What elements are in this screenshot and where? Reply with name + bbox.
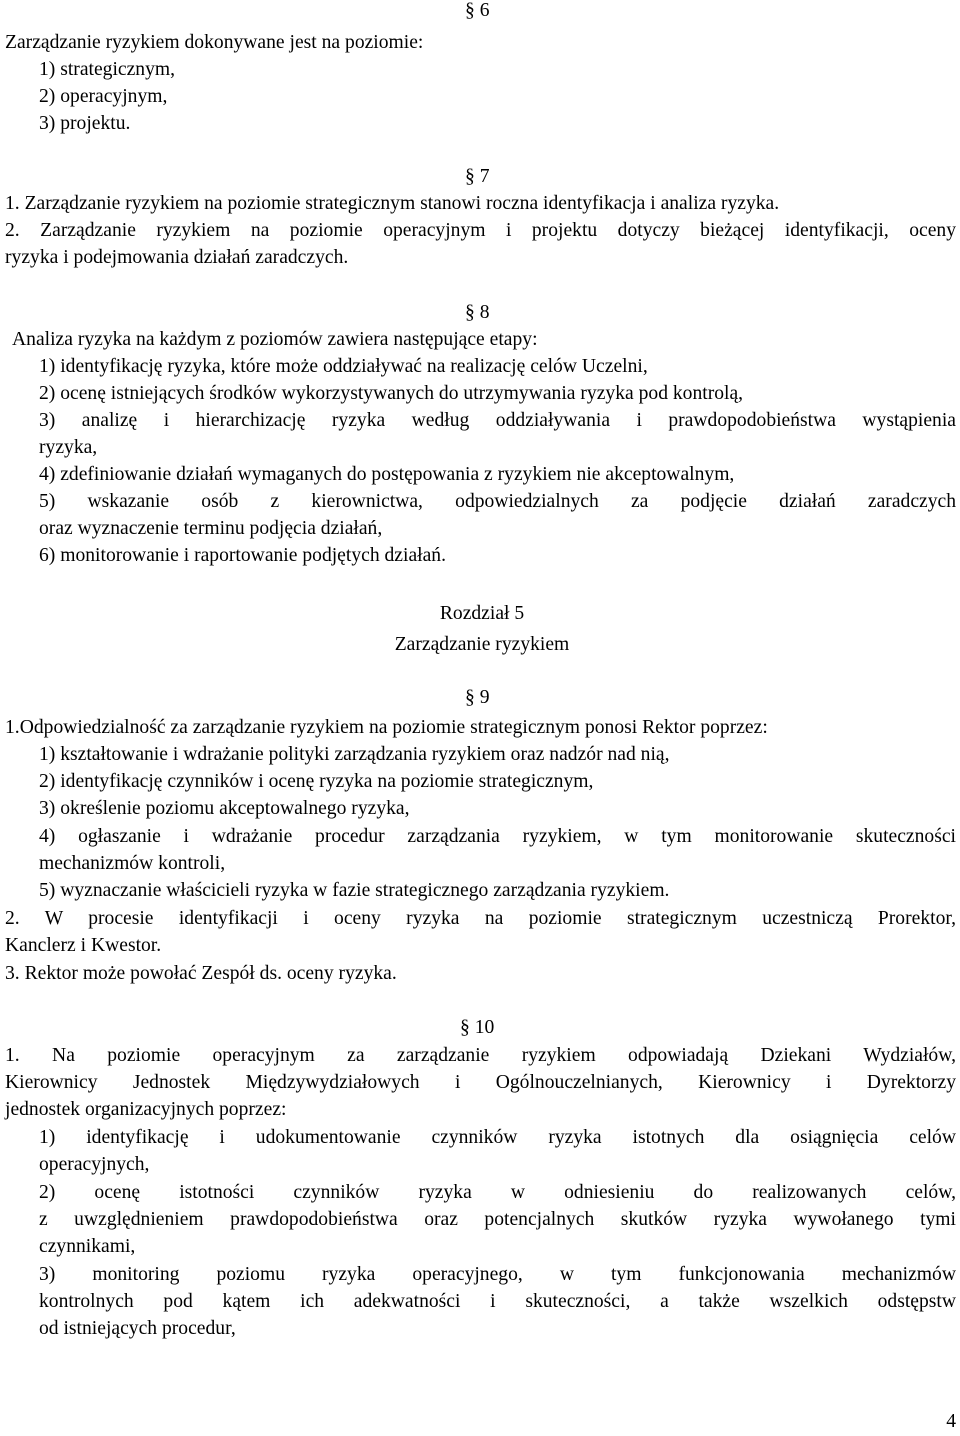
paragraph: 1. Zarządzanie ryzykiem na poziomie strategicznym stanowi roczna identyfikacja i analiza ryzyka. — [5, 193, 780, 214]
list-item: 3) analizę i hierarchizację ryzyka według oddziaływania i prawdopodobieństwa wystąpienia — [39, 410, 956, 431]
paragraph: Analiza ryzyka na każdym z poziomów zawiera następujące etapy: — [12, 329, 538, 350]
paragraph: ryzyka i podejmowania działań zaradczych. — [5, 247, 349, 268]
paragraph: 2. Zarządzanie ryzykiem na poziomie operacyjnym i projektu dotyczy bieżącej identyfikacji, oceny — [5, 220, 956, 241]
list-item: 1) identyfikację ryzyka, które może oddziaływać na realizację celów Uczelni, — [39, 356, 648, 377]
list-item: 4) zdefiniowanie działań wymaganych do postępowania z ryzykiem nie akceptowalnym, — [39, 464, 735, 485]
paragraph: 1.Odpowiedzialność za zarządzanie ryzykiem na poziomie strategicznym ponosi Rektor poprzez: — [5, 717, 768, 738]
list-item: kontrolnych pod kątem ich adekwatności i skuteczności, a także wszelkich odstępstw — [39, 1291, 956, 1312]
paragraph: 2. W procesie identyfikacji i oceny ryzyka na poziomie strategicznym uczestniczą Prorektor, — [5, 908, 956, 929]
paragraph: 3. Rektor może powołać Zespół ds. oceny ryzyka. — [5, 963, 397, 984]
list-item: czynnikami, — [39, 1236, 136, 1257]
list-item: 1) kształtowanie i wdrażanie polityki zarządzania ryzykiem oraz nadzór nad nią, — [39, 744, 670, 765]
list-item: oraz wyznaczenie terminu podjęcia działań, — [39, 518, 383, 539]
list-item: 6) monitorowanie i raportowanie podjętych działań. — [39, 545, 446, 566]
list-item: od istniejących procedur, — [39, 1318, 236, 1339]
chapter-number: Rozdział 5 — [439, 603, 525, 624]
paragraph: Kierownicy Jednostek Międzywydziałowych i Ogólnouczelnianych, Kierownicy i Dyrektorzy — [5, 1072, 956, 1093]
section-10-heading: § 10 — [460, 1017, 495, 1038]
paragraph: Zarządzanie ryzykiem dokonywane jest na poziomie: — [5, 32, 424, 53]
list-item: operacyjnych, — [39, 1154, 150, 1175]
list-item: 1) identyfikację i udokumentowanie czynników ryzyka istotnych dla osiągnięcia celów — [39, 1127, 956, 1148]
list-item: 3) określenie poziomu akceptowalnego ryzyka, — [39, 798, 410, 819]
section-8-heading: § 8 — [465, 302, 490, 323]
list-item: ryzyka, — [39, 437, 98, 458]
list-item: 2) identyfikację czynników i ocenę ryzyka na poziomie strategicznym, — [39, 771, 594, 792]
section-9-heading: § 9 — [465, 687, 490, 708]
list-item: mechanizmów kontroli, — [39, 853, 226, 874]
list-item: 1) strategicznym, — [39, 59, 176, 80]
paragraph: 1. Na poziomie operacyjnym za zarządzanie ryzykiem odpowiadają Dziekani Wydziałów, — [5, 1045, 956, 1066]
paragraph: jednostek organizacyjnych poprzez: — [5, 1099, 287, 1120]
list-item: 2) ocenę istotności czynników ryzyka w odniesieniu do realizowanych celów, — [39, 1182, 956, 1203]
list-item: 4) ogłaszanie i wdrażanie procedur zarządzania ryzykiem, w tym monitorowanie skuteczności — [39, 826, 956, 847]
list-item: 3) monitoring poziomu ryzyka operacyjnego, w tym funkcjonowania mechanizmów — [39, 1264, 956, 1285]
paragraph: Kanclerz i Kwestor. — [5, 935, 162, 956]
section-7-heading: § 7 — [465, 166, 490, 187]
list-item: 5) wskazanie osób z kierownictwa, odpowiedzialnych za podjęcie działań zaradczych — [39, 491, 956, 512]
list-item: 2) ocenę istniejących środków wykorzystywanych do utrzymywania ryzyka pod kontrolą, — [39, 383, 744, 404]
page-number: 4 — [946, 1411, 956, 1432]
chapter-title: Zarządzanie ryzykiem — [394, 634, 570, 655]
list-item: z uwzględnieniem prawdopodobieństwa oraz potencjalnych skutków ryzyka wywołanego tymi — [39, 1209, 956, 1230]
list-item: 2) operacyjnym, — [39, 86, 168, 107]
section-6-heading: § 6 — [465, 0, 490, 21]
list-item: 3) projektu. — [39, 113, 131, 134]
list-item: 5) wyznaczanie właścicieli ryzyka w fazie strategicznego zarządzania ryzykiem. — [39, 880, 670, 901]
